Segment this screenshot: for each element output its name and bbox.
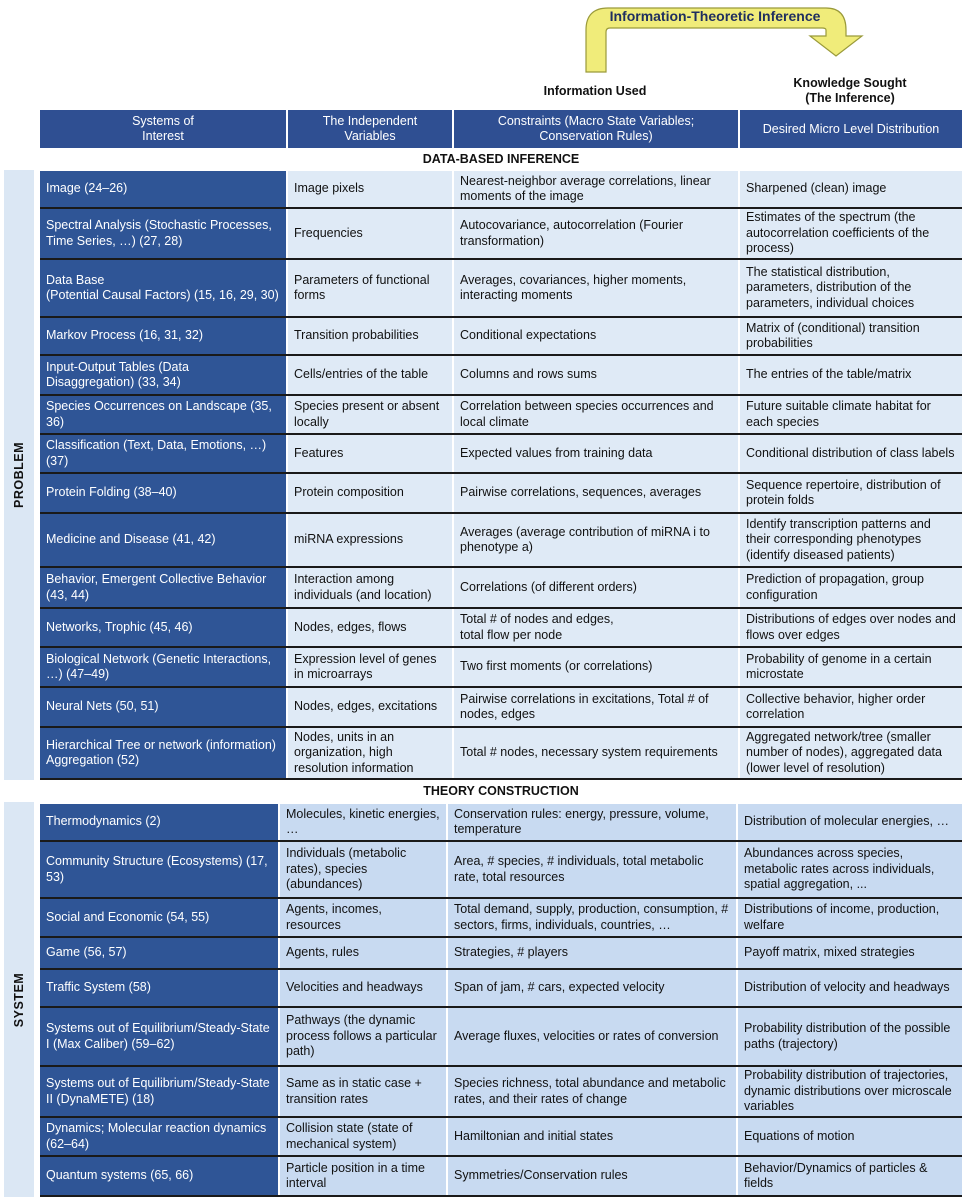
constraints-cell — [448, 938, 736, 968]
table-row — [40, 356, 962, 394]
cell-text: Velocities and headways — [286, 980, 423, 995]
constraints-cell — [454, 514, 738, 566]
arrow-label: Information-Theoretic Inference — [609, 8, 821, 24]
cell-text: Features — [294, 445, 344, 460]
cell-text: Quantum systems (65, 66) — [46, 1168, 194, 1183]
cell-text: Transition probabilities — [294, 328, 419, 343]
cell-text: Protein Folding (38–40) — [46, 485, 177, 500]
header-constraints: Constraints (Macro State Variables; Conservation Rules) — [454, 110, 738, 148]
cell-text: Two first moments (or correlations) — [460, 659, 653, 674]
table-row — [40, 804, 962, 840]
distribution-cell — [738, 938, 962, 968]
cell-text: Symmetries/Conservation rules — [454, 1168, 628, 1183]
cell-text: Distributions of income, production, welfare — [744, 902, 940, 932]
distribution-cell — [740, 609, 962, 646]
table-row — [40, 260, 962, 316]
independent-variables-cell — [288, 728, 452, 778]
constraints-cell — [454, 356, 738, 394]
header-distribution: Desired Micro Level Distribution — [740, 110, 962, 148]
distribution-cell — [738, 970, 962, 1006]
constraints-cell — [454, 688, 738, 726]
system-of-interest-cell — [40, 609, 286, 646]
independent-variables-cell — [280, 970, 446, 1006]
independent-variables-cell — [288, 435, 452, 472]
distribution-cell — [740, 209, 962, 258]
cell-text: Distribution of velocity and headways — [744, 980, 950, 995]
constraints-cell — [448, 1157, 736, 1195]
cell-text: Conditional expectations — [460, 328, 597, 343]
distribution-cell — [740, 728, 962, 778]
table-row — [40, 688, 962, 726]
cell-text: Collective behavior, higher order correlation — [746, 691, 926, 721]
cell-text: Payoff matrix, mixed strategies — [744, 945, 915, 960]
system-of-interest-cell — [40, 1118, 278, 1155]
cell-text: Area, # species, # individuals, total metabolic rate, total resources — [454, 854, 704, 884]
cell-text: Image pixels — [294, 181, 365, 196]
independent-variables-cell — [280, 1118, 446, 1155]
independent-variables-cell — [288, 318, 452, 354]
cell-text: Neural Nets (50, 51) — [46, 699, 159, 714]
constraints-cell — [448, 1067, 736, 1116]
distribution-cell — [738, 804, 962, 840]
constraints-cell — [448, 842, 736, 897]
table-row — [40, 1067, 962, 1116]
independent-variables-cell — [280, 1008, 446, 1065]
system-of-interest-cell — [40, 970, 278, 1006]
distribution-cell — [740, 171, 962, 207]
constraints-cell — [454, 435, 738, 472]
cell-text: Equations of motion — [744, 1128, 855, 1143]
independent-variables-cell — [280, 899, 446, 936]
cell-text: Traffic System (58) — [46, 980, 151, 995]
row-divider — [40, 1195, 962, 1197]
cell-text: Nodes, edges, flows — [294, 619, 407, 634]
cell-text: Expression level of genes in microarrays — [294, 651, 437, 681]
section-theory-construction: THEORY CONSTRUCTION — [423, 784, 579, 798]
cell-text: Systems out of Equilibrium/Steady-State I (Max Caliber) (59–62) — [46, 1021, 270, 1051]
cell-text: Networks, Trophic (45, 46) — [46, 619, 193, 634]
constraints-cell — [454, 209, 738, 258]
cell-text: Spectral Analysis (Stochastic Processes, Time Series, …) (27, 28) — [46, 218, 272, 248]
table-row — [40, 842, 962, 897]
cell-text: Probability distribution of trajectories, dynamic distributions over microscale variables — [744, 1068, 952, 1114]
system-of-interest-cell — [40, 514, 286, 566]
cell-text: Prediction of propagation, group configuration — [746, 572, 924, 602]
constraints-cell — [448, 899, 736, 936]
system-of-interest-cell — [40, 435, 286, 472]
cell-text: Hierarchical Tree or network (information) Aggregation (52) — [46, 737, 276, 767]
table-row — [40, 728, 962, 778]
table-row — [40, 970, 962, 1006]
system-of-interest-cell — [40, 396, 286, 433]
distribution-cell — [740, 396, 962, 433]
independent-variables-cell — [288, 609, 452, 646]
independent-variables-cell — [288, 568, 452, 607]
table-row — [40, 899, 962, 936]
cell-text: Species richness, total abundance and metabolic rates, and their rates of change — [454, 1076, 726, 1106]
constraints-cell — [454, 474, 738, 512]
cell-text: Social and Economic (54, 55) — [46, 909, 210, 924]
cell-text: Averages (average contribution of miRNA i to phenotype a) — [460, 524, 710, 554]
cell-text: The statistical distribution, parameters, distribution of the parameters, individual choices — [746, 264, 915, 310]
system-of-interest-cell — [40, 356, 286, 394]
distribution-cell — [738, 1118, 962, 1155]
independent-variables-cell — [280, 842, 446, 897]
cell-text: Columns and rows sums — [460, 367, 597, 382]
cell-text: Medicine and Disease (41, 42) — [46, 532, 216, 547]
cell-text: Biological Network (Genetic Interactions, …) (47–49) — [46, 651, 272, 681]
cell-text: Correlation between species occurrences and local climate — [460, 399, 714, 429]
cell-text: Image (24–26) — [46, 181, 128, 196]
system-of-interest-cell — [40, 171, 286, 207]
cell-text: Identify transcription patterns and their corresponding phenotypes (identify diseased patients) — [746, 516, 931, 562]
system-of-interest-cell — [40, 899, 278, 936]
problem-band-label: PROBLEM — [12, 442, 26, 508]
independent-variables-cell — [288, 396, 452, 433]
cell-text: Sharpened (clean) image — [746, 181, 887, 196]
cell-text: Nodes, edges, excitations — [294, 699, 438, 714]
cell-text: Parameters of functional forms — [294, 272, 430, 302]
cell-text: Average fluxes, velocities or rates of conversion — [454, 1028, 719, 1043]
constraints-cell — [454, 568, 738, 607]
cell-text: Averages, covariances, higher moments, interacting moments — [460, 272, 687, 302]
system-of-interest-cell — [40, 1067, 278, 1116]
table-row — [40, 209, 962, 258]
cell-text: Agents, rules — [286, 945, 359, 960]
cell-text: Total # of nodes and edges, total flow per node — [460, 612, 614, 642]
table-row — [40, 1118, 962, 1155]
independent-variables-cell — [288, 648, 452, 686]
cell-text: Input-Output Tables (Data Disaggregation) (33, 34) — [46, 359, 189, 389]
cell-text: Autocovariance, autocorrelation (Fourier transformation) — [460, 218, 684, 248]
cell-text: Pairwise correlations in excitations, Total # of nodes, edges — [460, 691, 709, 721]
cell-text: Matrix of (conditional) transition probabilities — [746, 320, 920, 350]
independent-variables-cell — [280, 1157, 446, 1195]
cell-text: Systems out of Equilibrium/Steady-State II (DynaMETE) (18) — [46, 1076, 270, 1106]
constraints-cell — [454, 396, 738, 433]
independent-variables-cell — [288, 688, 452, 726]
cell-text: Collision state (state of mechanical system) — [286, 1121, 413, 1151]
table-row — [40, 435, 962, 472]
cell-text: Total # nodes, necessary system requirements — [460, 745, 718, 760]
constraints-cell — [448, 970, 736, 1006]
independent-variables-cell — [288, 209, 452, 258]
cell-text: Probability distribution of the possible paths (trajectory) — [744, 1021, 951, 1051]
row-divider — [40, 778, 962, 780]
table-row — [40, 514, 962, 566]
table-row — [40, 318, 962, 354]
distribution-cell — [740, 435, 962, 472]
distribution-cell — [738, 1008, 962, 1065]
system-band-label: SYSTEM — [12, 972, 26, 1027]
constraints-cell — [454, 260, 738, 316]
header-systems: Systems of Interest — [40, 110, 286, 148]
distribution-cell — [740, 648, 962, 686]
distribution-cell — [740, 568, 962, 607]
constraints-cell — [448, 1118, 736, 1155]
cell-text: Individuals (metabolic rates), species (abundances) — [286, 846, 407, 892]
cell-text: Expected values from training data — [460, 445, 653, 460]
cell-text: Span of jam, # cars, expected velocity — [454, 980, 665, 995]
cell-text: Dynamics; Molecular reaction dynamics (62–64) — [46, 1121, 267, 1151]
system-of-interest-cell — [40, 938, 278, 968]
cell-text: Protein composition — [294, 485, 404, 500]
system-of-interest-cell — [40, 474, 286, 512]
table-row — [40, 609, 962, 646]
cell-text: Cells/entries of the table — [294, 367, 429, 382]
constraints-cell — [454, 171, 738, 207]
cell-text: Conservation rules: energy, pressure, volume, temperature — [454, 806, 709, 836]
system-of-interest-cell — [40, 842, 278, 897]
cell-text: Classification (Text, Data, Emotions, …) (37) — [46, 438, 267, 468]
distribution-cell — [738, 1157, 962, 1195]
cell-text: Nearest-neighbor average correlations, linear moments of the image — [460, 173, 711, 203]
system-of-interest-cell — [40, 688, 286, 726]
distribution-cell — [738, 842, 962, 897]
cell-text: Correlations (of different orders) — [460, 579, 637, 594]
cell-text: Frequencies — [294, 225, 363, 240]
cell-text: Conditional distribution of class labels — [746, 445, 955, 460]
cell-text: Pathways (the dynamic process follows a particular path) — [286, 1013, 437, 1059]
cell-text: Same as in static case + transition rates — [286, 1076, 422, 1106]
cell-text: Community Structure (Ecosystems) (17, 53) — [46, 854, 268, 884]
table-row — [40, 396, 962, 433]
cell-text: Distributions of edges over nodes and flows over edges — [746, 612, 956, 642]
table-row — [40, 648, 962, 686]
cell-text: Hamiltonian and initial states — [454, 1128, 614, 1143]
system-of-interest-cell — [40, 1157, 278, 1195]
cell-text: Sequence repertoire, distribution of protein folds — [746, 477, 941, 507]
system-of-interest-cell — [40, 318, 286, 354]
system-of-interest-cell — [40, 728, 286, 778]
independent-variables-cell — [288, 514, 452, 566]
cell-text: miRNA expressions — [294, 532, 404, 547]
cell-text: Interaction among individuals (and location) — [294, 572, 432, 602]
cell-text: Total demand, supply, production, consumption, # sectors, firms, individuals, countries, … — [454, 902, 729, 932]
cell-text: Abundances across species, metabolic rates across individuals, spatial aggregation, ... — [744, 846, 935, 892]
cell-text: Species present or absent locally — [294, 399, 440, 429]
section-data-based-inference: DATA-BASED INFERENCE — [422, 152, 580, 166]
independent-variables-cell — [288, 474, 452, 512]
table-row — [40, 1008, 962, 1065]
system-of-interest-cell — [40, 568, 286, 607]
cell-text: Aggregated network/tree (smaller number of nodes), aggregated data (lower level of resolution) — [746, 729, 942, 775]
constraints-cell — [454, 318, 738, 354]
cell-text: Probability of genome in a certain microstate — [746, 651, 932, 681]
cell-text: Pairwise correlations, sequences, averages — [460, 485, 702, 500]
independent-variables-cell — [280, 1067, 446, 1116]
cell-text: Game (56, 57) — [46, 945, 127, 960]
distribution-cell — [738, 1067, 962, 1116]
system-of-interest-cell — [40, 648, 286, 686]
system-of-interest-cell — [40, 209, 286, 258]
distribution-cell — [740, 356, 962, 394]
constraints-cell — [448, 1008, 736, 1065]
constraints-cell — [454, 728, 738, 778]
cell-text: Distribution of molecular energies, … — [744, 814, 949, 829]
cell-text: Thermodynamics (2) — [46, 814, 161, 829]
independent-variables-cell — [288, 356, 452, 394]
distribution-cell — [740, 260, 962, 316]
table-row — [40, 568, 962, 607]
table-row — [40, 938, 962, 968]
cell-text: Strategies, # players — [454, 945, 568, 960]
cell-text: Species Occurrences on Landscape (35, 36) — [46, 399, 272, 429]
distribution-cell — [740, 514, 962, 566]
knowledge-sought-label: Knowledge Sought (The Inference) — [793, 76, 907, 105]
system-of-interest-cell — [40, 1008, 278, 1065]
independent-variables-cell — [288, 260, 452, 316]
table-row — [40, 1157, 962, 1195]
distribution-cell — [740, 688, 962, 726]
cell-text: Agents, incomes, resources — [286, 902, 382, 932]
distribution-cell — [740, 474, 962, 512]
information-used-label: Information Used — [543, 84, 647, 98]
independent-variables-cell — [280, 804, 446, 840]
distribution-cell — [738, 899, 962, 936]
cell-text: Nodes, units in an organization, high resolution information — [294, 729, 414, 775]
cell-text: Behavior, Emergent Collective Behavior (43, 44) — [46, 572, 267, 602]
constraints-cell — [454, 609, 738, 646]
cell-text: The entries of the table/matrix — [746, 367, 912, 382]
system-of-interest-cell — [40, 260, 286, 316]
distribution-cell — [740, 318, 962, 354]
table-row — [40, 171, 962, 207]
table-row — [40, 474, 962, 512]
cell-text: Future suitable climate habitat for each species — [746, 399, 931, 429]
cell-text: Markov Process (16, 31, 32) — [46, 328, 204, 343]
cell-text: Behavior/Dynamics of particles & fields — [744, 1160, 928, 1190]
independent-variables-cell — [280, 938, 446, 968]
header-independent-variables: The Independent Variables — [288, 110, 452, 148]
cell-text: Estimates of the spectrum (the autocorrelation coefficients of the process) — [746, 210, 930, 256]
system-of-interest-cell — [40, 804, 278, 840]
constraints-cell — [454, 648, 738, 686]
cell-text: Molecules, kinetic energies, … — [286, 806, 440, 836]
cell-text: Particle position in a time interval — [286, 1160, 425, 1190]
cell-text: Data Base (Potential Causal Factors) (15, 16, 29, 30) — [46, 272, 279, 302]
constraints-cell — [448, 804, 736, 840]
independent-variables-cell — [288, 171, 452, 207]
